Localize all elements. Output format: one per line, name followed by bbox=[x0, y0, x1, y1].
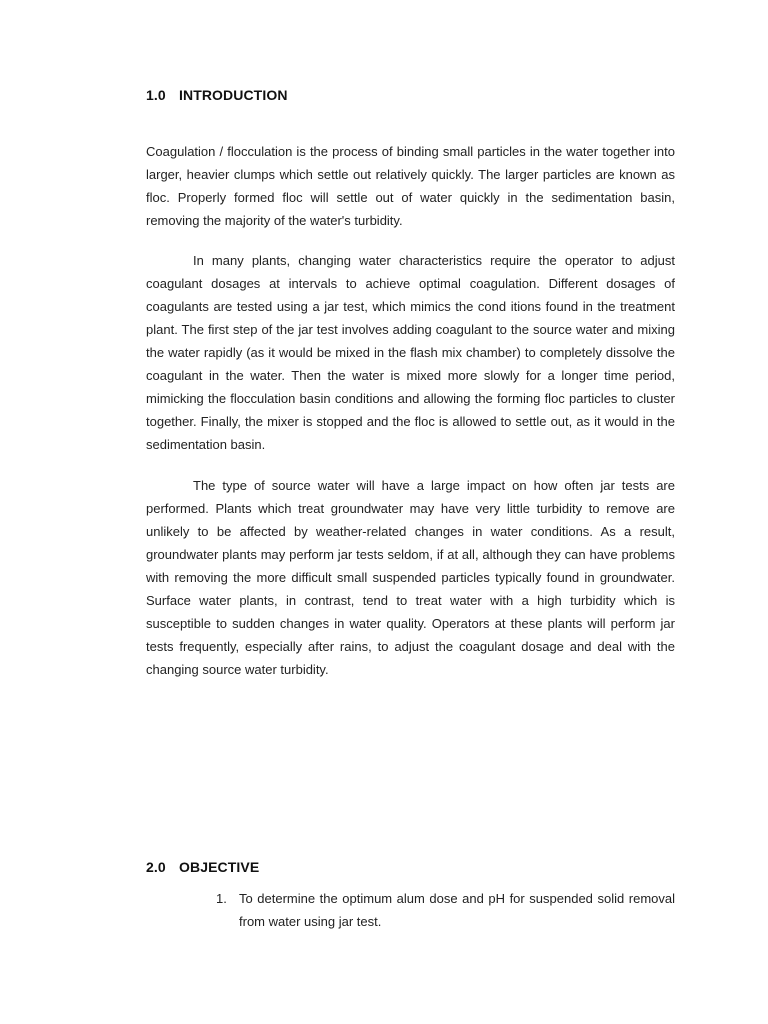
objective-heading-title: OBJECTIVE bbox=[179, 859, 260, 875]
objective-heading bbox=[146, 859, 259, 875]
introduction-paragraph-3: The type of source water will have a large impact on how often jar tests are performed. Plants which treat groundwater may have very little turbidity to remove are unlikely to be affected by weather-related changes in water conditions. As a result, groundwater plants may perform jar tests seldom, if at all, although they can have problems with removing the more difficult small suspended particles typically found in groundwater. Surface water plants, in contrast, tend to treat water with a high turbidity which is susceptible to sudden changes in water quality. Operators at these plants will perform jar tests frequently, especially after rains, to adjust the coagulant dosage and deal with the changing source water turbidity. bbox=[146, 478, 675, 677]
introduction-paragraph-2: In many plants, changing water characteristics require the operator to adjust coagulant dosages at intervals to achieve optimal coagulation. Different dosages of coagulants are tested using a jar test, which mimics the cond itions found in the treatment plant. The first step of the jar test involves adding coagulant to the source water and mixing the water rapidly (as it would be mixed in the flash mix chamber) to completely dissolve the coagulant in the water. Then the water is mixed more slowly for a longer time period, mimicking the flocculation basin conditions and allowing the forming floc particles to cluster together. Finally, the mixer is stopped and the floc is allowed to settle out, as it would in the sedimentation basin. bbox=[146, 253, 675, 452]
introduction-heading bbox=[146, 87, 288, 103]
introduction-heading-number: 1.0 bbox=[146, 87, 166, 103]
objective-list-marker: 1. bbox=[216, 891, 227, 906]
introduction-paragraph-1: Coagulation / flocculation is the process of binding small particles in the water together into larger, heavier clumps which settle out relatively quickly. The larger particles are known as floc. Properly formed floc will settle out of water quickly in the sedimentation basin, removing the majority of the water's turbidity. bbox=[146, 144, 675, 228]
introduction-heading-title: INTRODUCTION bbox=[179, 87, 288, 103]
objective-heading-number: 2.0 bbox=[146, 859, 166, 875]
objective-list-text: To determine the optimum alum dose and pH for suspended solid removal from water using jar test. bbox=[239, 891, 675, 929]
objective-list-item bbox=[216, 887, 675, 933]
